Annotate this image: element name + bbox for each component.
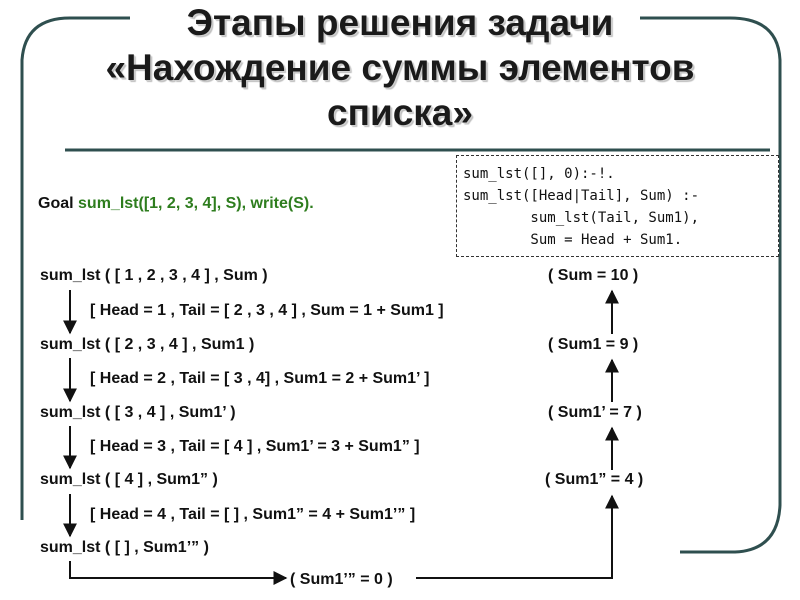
code-line: sum_lst([], 0):-!. xyxy=(463,166,615,182)
base-case-arrow xyxy=(70,561,286,578)
call-step: sum_lst ( [ 4 ] , Sum1” ) xyxy=(40,471,218,488)
result-label: ( Sum1’” = 0 ) xyxy=(290,571,393,588)
result-label: ( Sum1 = 9 ) xyxy=(548,336,639,353)
binding-step: [ Head = 4 , Tail = [ ] , Sum1” = 4 + Sum1’” ] xyxy=(90,506,416,523)
result-label: ( Sum = 10 ) xyxy=(548,267,639,284)
result-label: ( Sum1’ = 7 ) xyxy=(548,404,642,421)
call-step: sum_lst ( [ ] , Sum1’” ) xyxy=(40,539,209,556)
title-line-2: «Нахождение суммы элементов xyxy=(105,47,695,88)
binding-step: [ Head = 2 , Tail = [ 3 , 4] , Sum1 = 2 + Sum1’ ] xyxy=(90,370,430,387)
code-line: Sum = Head + Sum1. xyxy=(463,232,683,248)
call-step: sum_lst ( [ 1 , 2 , 3 , 4 ] , Sum ) xyxy=(40,267,268,284)
code-line: sum_lst(Tail, Sum1), xyxy=(463,210,700,226)
return-arrow xyxy=(416,496,612,578)
goal-label: Goal xyxy=(38,195,74,212)
call-step: sum_lst ( [ 3 , 4 ] , Sum1’ ) xyxy=(40,404,236,421)
result-label: ( Sum1” = 4 ) xyxy=(545,471,644,488)
title-line-1: Этапы решения задачи xyxy=(186,2,614,43)
code-line: sum_lst([Head|Tail], Sum) :- xyxy=(463,188,700,204)
goal-query: sum_lst([1, 2, 3, 4], S), write(S). xyxy=(78,195,314,212)
binding-step: [ Head = 3 , Tail = [ 4 ] , Sum1’ = 3 + Sum1” ] xyxy=(90,438,420,455)
title-line-3: списка» xyxy=(327,92,473,133)
call-step: sum_lst ( [ 2 , 3 , 4 ] , Sum1 ) xyxy=(40,336,255,353)
binding-step: [ Head = 1 , Tail = [ 2 , 3 , 4 ] , Sum = 1 + Sum1 ] xyxy=(90,302,444,319)
